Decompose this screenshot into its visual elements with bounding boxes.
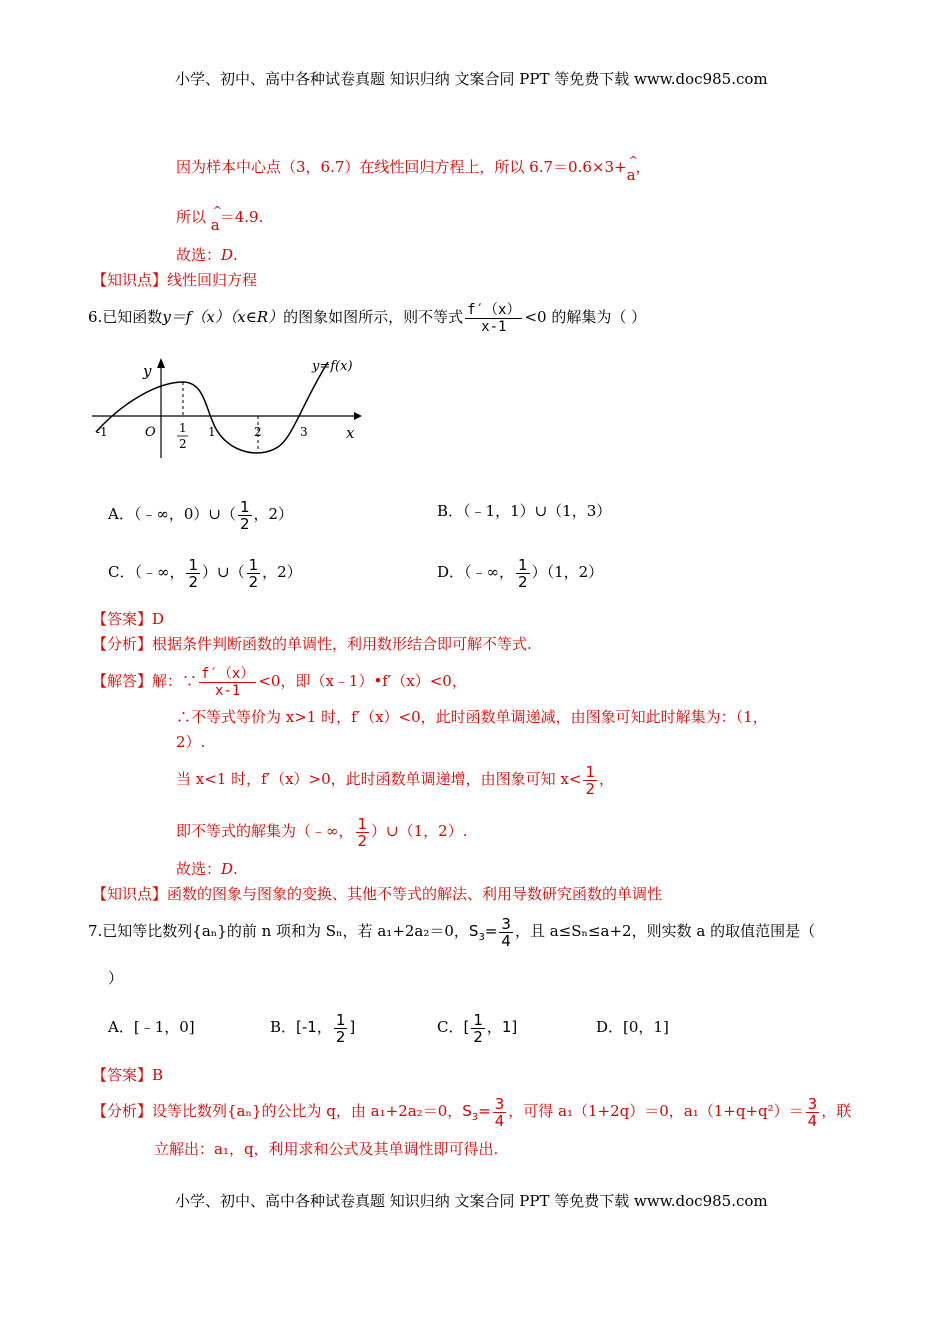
q7-option-c-label: C． xyxy=(437,1018,464,1036)
q6-answer-value: D xyxy=(152,610,165,628)
q6-graph-y-label: y xyxy=(143,362,152,380)
q6-stem-pre: 6.已知函数 xyxy=(88,308,163,326)
q6-option-d-label: D． xyxy=(437,563,465,581)
q6-option-d-fn: 1 xyxy=(518,555,528,574)
q7-option-c xyxy=(437,1008,517,1046)
q7-analysis-2: 立解出：a₁，q，利用求和公式及其单调性即可得出. xyxy=(154,1140,499,1158)
q7-s3-frac xyxy=(499,916,513,949)
q6-option-d-pre: （﹣∞， xyxy=(464,563,515,581)
q6-graph-tick-neg1: -1 xyxy=(96,425,108,439)
q6-sol3-fn: 1 xyxy=(585,762,595,781)
page-footer: 小学、初中、高中各种试卷真题 知识归纳 文案合同 PPT 等免费下载 www.doc985.com xyxy=(175,1192,768,1210)
q7-answer-tag: 【答案】 xyxy=(92,1066,153,1084)
q6-option-c-label: C． xyxy=(108,563,135,581)
q6-option-b-text: （﹣1，1）∪（1，3） xyxy=(463,502,612,520)
q7-option-b-post: ] xyxy=(349,1018,356,1036)
q7-option-b-fn: 1 xyxy=(335,1010,346,1029)
q7-option-a xyxy=(108,1016,195,1038)
q7-an1-fd: 4 xyxy=(494,1111,505,1130)
q7-s3-sub: 3 xyxy=(478,932,485,943)
q7-s3-fd: 4 xyxy=(501,931,511,950)
q6-frac-num: f′（x） xyxy=(467,301,521,318)
q6-option-d-frac xyxy=(516,557,530,590)
q6-kp-text: 函数的图象与图象的变换、其他不等式的解法、利用导数研究函数的单调性 xyxy=(167,885,663,903)
q6-stem xyxy=(88,300,646,335)
q6-solution-2b: 2）. xyxy=(176,733,206,751)
q5-choose-post: . xyxy=(233,246,238,264)
q5-line-1-end: ， xyxy=(635,158,651,176)
q7-option-d-text: [0，1] xyxy=(623,1018,669,1036)
q5-kp-text: 线性回归方程 xyxy=(167,271,258,289)
q5-line-2 xyxy=(176,206,264,234)
q6-sol4-fn: 1 xyxy=(357,814,368,833)
q6-option-c-frac-1 xyxy=(186,557,200,590)
q5-choose xyxy=(176,244,238,266)
q7-option-c-pre: [ xyxy=(463,1018,470,1036)
q6-curve xyxy=(96,362,328,453)
q7-stem-b: ，且 a≤Sₙ≤a+2，则实数 a 的取值范围是（ xyxy=(514,922,816,940)
q7-an1-fn2: 3 xyxy=(807,1094,818,1113)
q6-option-a-fd: 2 xyxy=(239,514,250,533)
q5-choose-pre: 故选： xyxy=(176,246,222,264)
q6-knowledge-point xyxy=(92,883,662,905)
q6-option-b-label: B． xyxy=(437,502,464,520)
q6-analysis-text: 根据条件判断函数的单调性，利用数形结合即可解不等式. xyxy=(152,635,532,653)
q6-analysis xyxy=(92,633,532,655)
q7-answer xyxy=(92,1064,163,1086)
q7-answer-value: B xyxy=(152,1066,164,1084)
q7-an1-sub: 3 xyxy=(471,1112,479,1123)
q7-analysis-tag: 【分析】 xyxy=(92,1102,153,1120)
q7-an1-c: ，联 xyxy=(821,1102,852,1120)
q7-option-d-label: D． xyxy=(596,1018,624,1036)
q6-solution-1 xyxy=(92,662,467,700)
q5-line-1 xyxy=(176,156,651,184)
q6-option-a-fn: 1 xyxy=(239,497,250,516)
q7-option-b-label: B． xyxy=(270,1018,297,1036)
q7-option-b-pre: [-1， xyxy=(296,1018,332,1036)
q6-choose xyxy=(176,858,238,880)
q6-choose-post: . xyxy=(233,860,238,878)
q7-an1-b: ，可得 a₁（1+2q）＝0，a₁（1+q+q²）＝ xyxy=(508,1102,804,1120)
q5-choose-ans: D xyxy=(221,246,234,264)
q6-graph-tick-3: 3 xyxy=(300,425,308,439)
q6-stem-fraction xyxy=(465,302,522,335)
q6-option-a-label: A． xyxy=(108,505,134,523)
q7-s3-fn: 3 xyxy=(501,914,511,933)
q7-s3: S xyxy=(468,922,479,940)
q6-graph-tick-half-num: 1 xyxy=(179,421,187,435)
q6-graph-curve-label: y=f(x) xyxy=(312,359,353,374)
q6-option-b xyxy=(437,500,611,522)
q7-an1-frac xyxy=(493,1096,507,1129)
q6-option-a xyxy=(108,496,293,532)
q6-option-c-fd1: 2 xyxy=(188,572,199,591)
q6-solution-4 xyxy=(176,812,467,850)
q5-kp-tag: 【知识点】 xyxy=(92,271,168,289)
q6-option-d-post: ）（1，2） xyxy=(531,563,604,581)
q7-eq: = xyxy=(484,922,498,940)
q6-option-c-fn1: 1 xyxy=(188,555,199,574)
q7-stem xyxy=(88,912,815,950)
q6-frac-den: x-1 xyxy=(465,318,522,335)
q6-sol3-fd: 2 xyxy=(585,779,595,798)
q5-line-2-post: ＝4.9. xyxy=(219,208,264,226)
q6-sol1-pre: 解：∵ xyxy=(152,672,198,690)
q6-kp-tag: 【知识点】 xyxy=(92,885,168,903)
page-header: 小学、初中、高中各种试卷真题 知识归纳 文案合同 PPT 等免费下载 www.doc985.com xyxy=(175,70,768,88)
q6-graph-tick-1: 1 xyxy=(208,425,216,439)
q5-a-hat-2: ^ a xyxy=(211,214,220,236)
q6-sol1-fd: x-1 xyxy=(199,682,256,699)
q6-option-a-frac xyxy=(238,499,252,532)
q6-option-c xyxy=(108,554,302,590)
q7-option-c-fd: 2 xyxy=(473,1027,483,1046)
q7-option-c-frac xyxy=(471,1012,485,1045)
q6-sol1-fn: f′（x） xyxy=(201,665,255,682)
q6-option-d-fd: 2 xyxy=(518,572,528,591)
q6-sol3-pre: 当 x<1 时，f′（x）>0，此时函数单调递增，由图象可知 x< xyxy=(176,770,582,788)
q7-an1-fd2: 4 xyxy=(807,1111,818,1130)
q6-sol1-frac xyxy=(199,666,256,699)
q6-sol4-fd: 2 xyxy=(357,831,368,850)
q6-graph-tick-2: 2 xyxy=(254,425,262,439)
q6-option-c-fn2: 1 xyxy=(248,555,259,574)
q6-choose-ans: D xyxy=(221,860,234,878)
q7-option-a-label: A． xyxy=(108,1018,134,1036)
q7-option-c-post: ，1] xyxy=(486,1018,518,1036)
q6-sol3-post: ， xyxy=(598,770,614,788)
q7-an1-eq: = xyxy=(478,1102,491,1120)
q6-option-c-fd2: 2 xyxy=(248,572,259,591)
q6-graph-tick-half-den: 2 xyxy=(179,437,187,451)
q6-option-c-post: ，2） xyxy=(262,563,302,581)
q6-sol1-post: <0，即（x﹣1）•f′（x）<0， xyxy=(258,672,467,690)
q5-a-hat: ^ a xyxy=(627,164,636,186)
q7-analysis-1 xyxy=(92,1092,851,1130)
q7-stem-close: ） xyxy=(108,969,124,987)
q7-option-a-text: [﹣1，0] xyxy=(133,1018,195,1036)
q6-sol4-post: ）∪（1，2）. xyxy=(371,822,468,840)
q6-stem-func: y＝f（x）（x∈R） xyxy=(162,308,284,326)
q7-option-b xyxy=(270,1008,355,1046)
q6-graph-x-label: x xyxy=(346,424,355,442)
q6-stem-post: <0 的解集为（ ） xyxy=(524,308,647,326)
q6-analysis-tag: 【分析】 xyxy=(92,635,153,653)
q7-an1-frac-2 xyxy=(806,1096,820,1129)
q7-an1-fn: 3 xyxy=(494,1094,505,1113)
q6-sol-tag: 【解答】 xyxy=(92,672,153,690)
q6-answer xyxy=(92,608,164,630)
q6-answer-tag: 【答案】 xyxy=(92,610,153,628)
q6-option-a-pre: （﹣∞，0）∪（ xyxy=(133,505,236,523)
q6-sol4-frac xyxy=(356,816,370,849)
q5-knowledge-point xyxy=(92,269,257,291)
q6-sol3-frac xyxy=(583,764,597,797)
q6-option-c-pre: （﹣∞， xyxy=(134,563,185,581)
q7-option-b-frac xyxy=(334,1012,348,1045)
q7-an1-s: S xyxy=(462,1102,472,1120)
q6-option-c-frac-2 xyxy=(247,557,261,590)
q7-option-c-fn: 1 xyxy=(473,1010,483,1029)
q5-line-1-text: 因为样本中心点（3，6.7）在线性回归方程上，所以 6.7＝0.6×3+ xyxy=(176,158,627,176)
q6-choose-pre: 故选： xyxy=(176,860,222,878)
q7-option-b-fd: 2 xyxy=(335,1027,346,1046)
q6-solution-2a: ∴不等式等价为 x>1 时，f′（x）<0，此时函数单调递减，由图象可知此时解集为：（1， xyxy=(176,708,768,726)
q6-sol4-pre: 即不等式的解集为（﹣∞， xyxy=(176,822,354,840)
q6-option-c-mid: ）∪（ xyxy=(202,563,245,581)
q6-option-d xyxy=(437,554,603,590)
q7-an1-a: 设等比数列{aₙ}的公比为 q，由 a₁+2a₂＝0， xyxy=(152,1102,463,1120)
q6-solution-3 xyxy=(176,760,614,798)
q5-line-2-pre: 所以 xyxy=(176,208,207,226)
q7-stem-a: 7.已知等比数列{aₙ}的前 n 项和为 Sₙ，若 a₁+2a₂＝0， xyxy=(88,922,469,940)
q7-option-d xyxy=(596,1016,669,1038)
q6-stem-mid: 的图象如图所示，则不等式 xyxy=(283,308,464,326)
q6-graph-origin: O xyxy=(145,425,156,440)
q6-option-a-post: ，2） xyxy=(253,505,294,523)
q6-function-graph xyxy=(88,352,368,462)
